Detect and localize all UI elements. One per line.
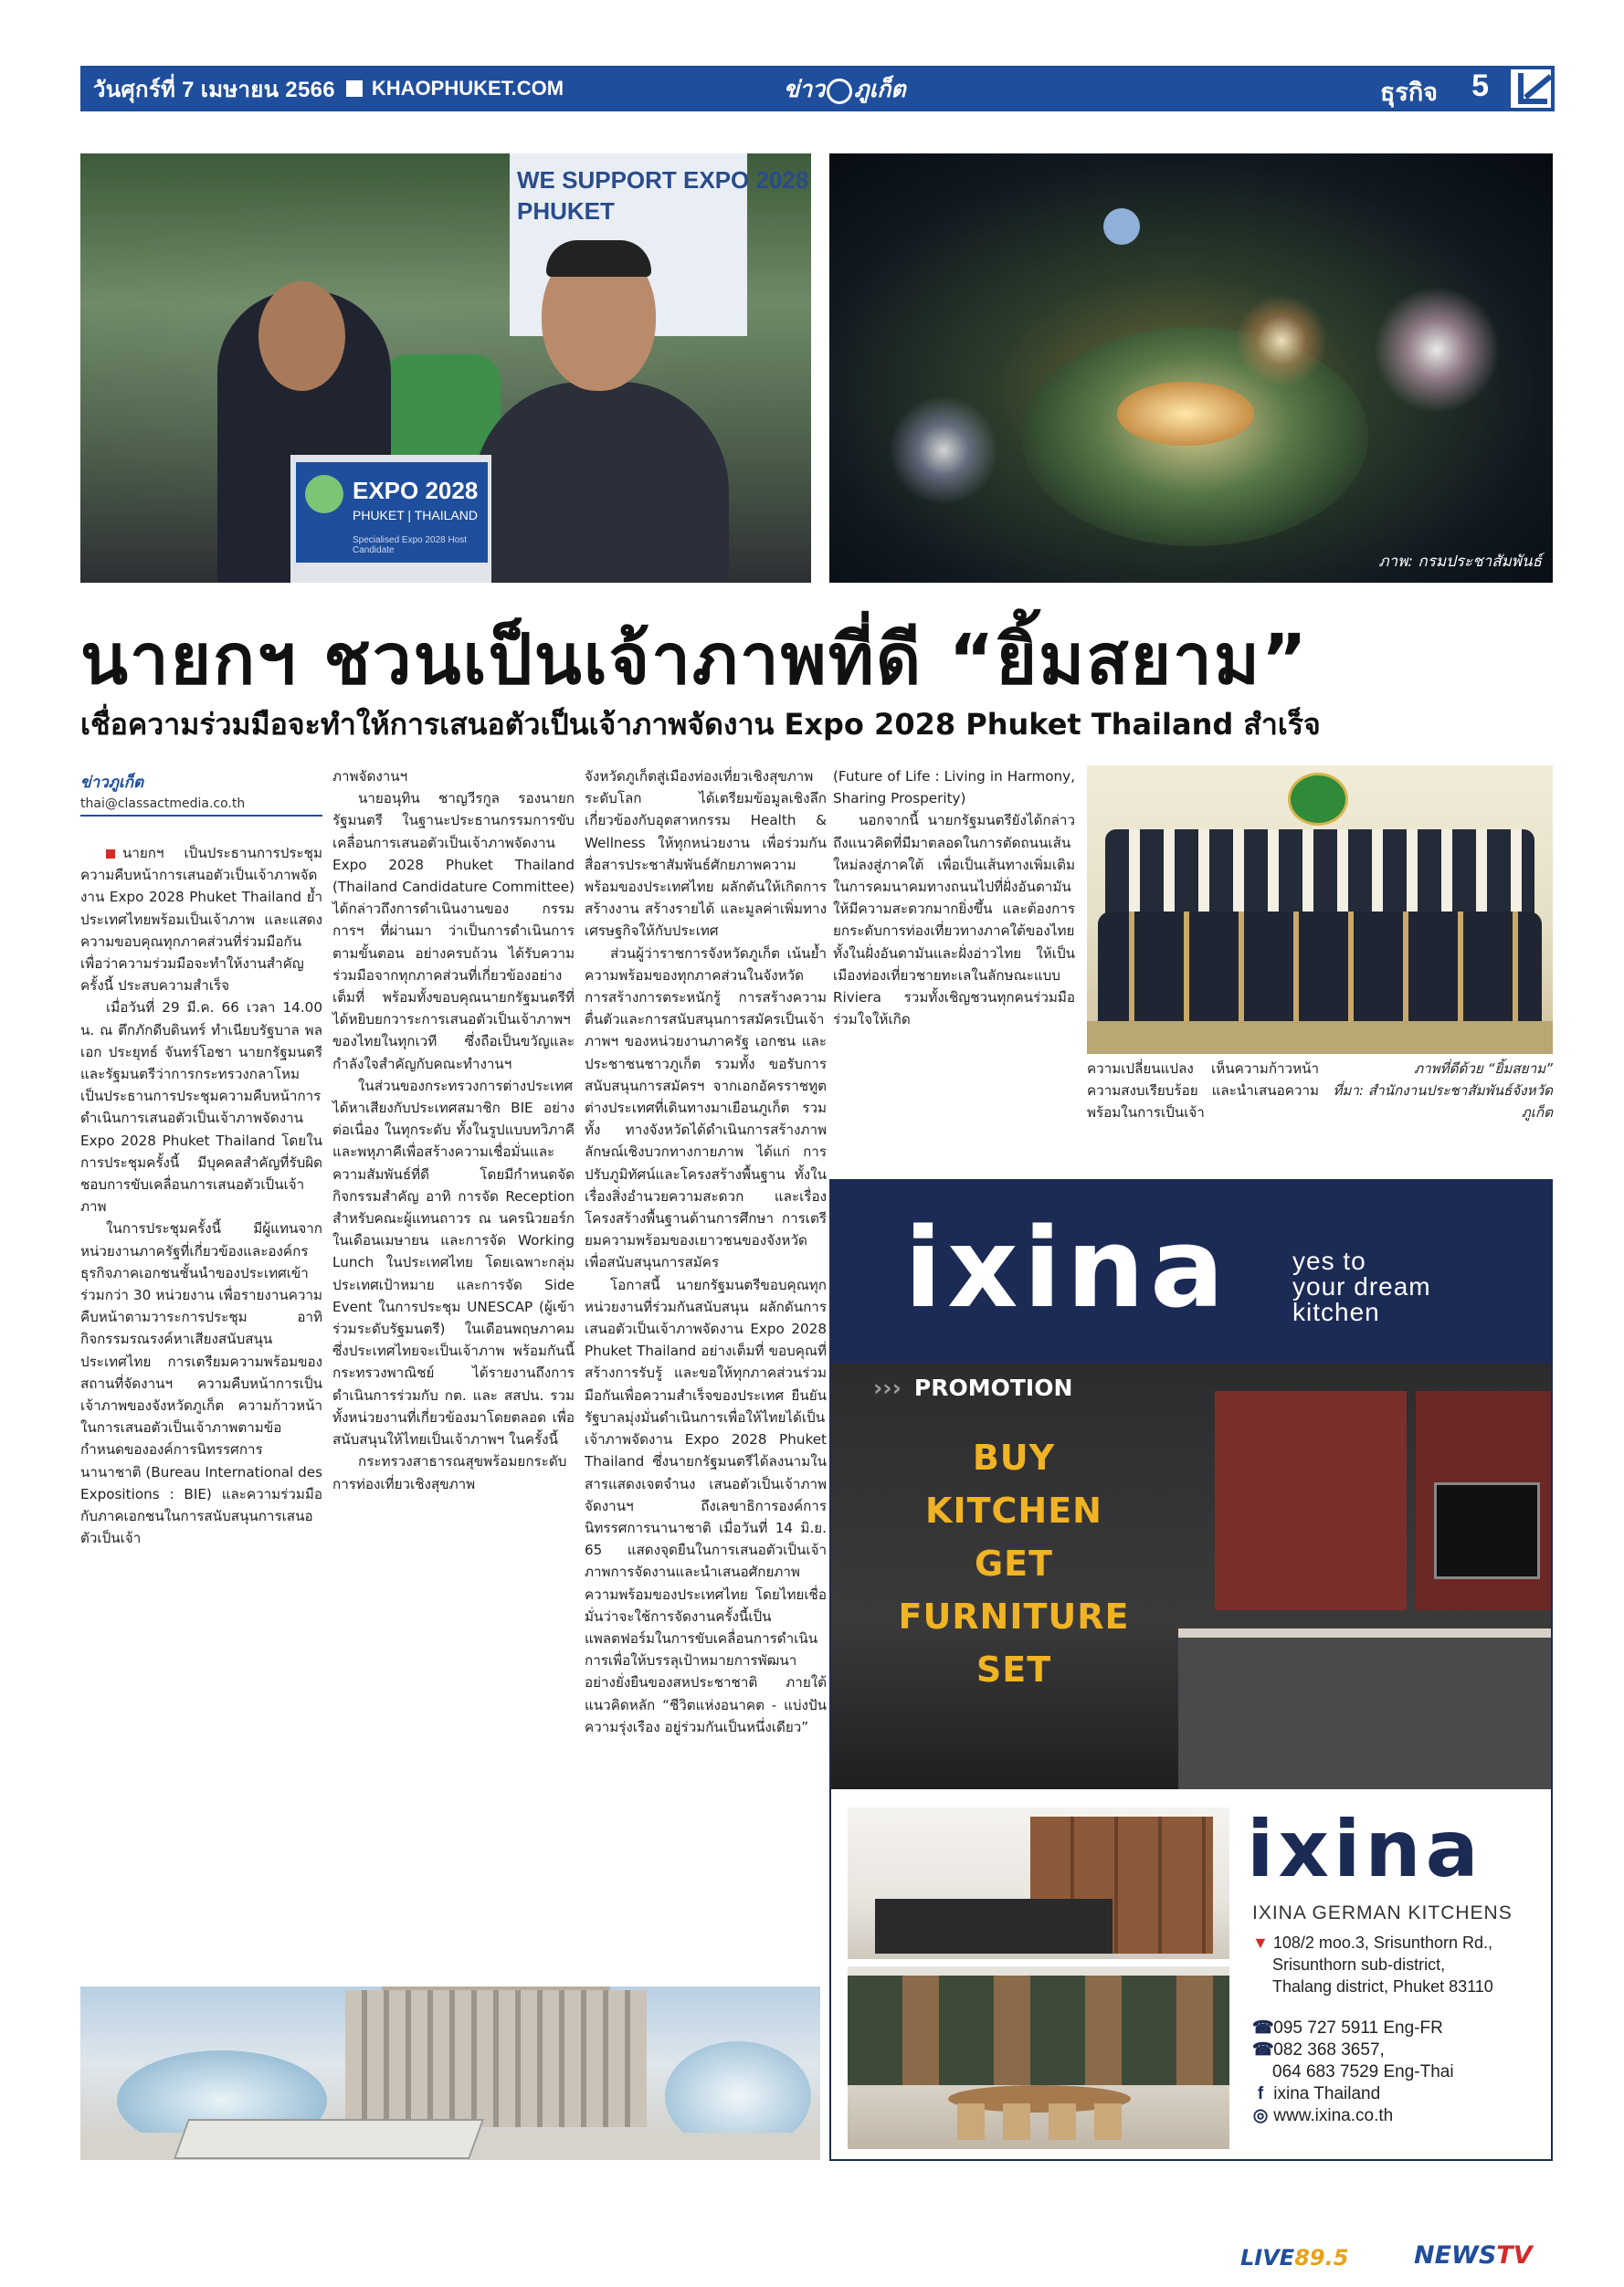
backdrop-banner-text: WE SUPPORT EXPO 2028 PHUKET (517, 166, 809, 225)
photo-expo-rendering (829, 153, 1553, 583)
podium-sign-title: EXPO 2028 (353, 477, 479, 504)
ad-company-name: IXINA GERMAN KITCHENS (1252, 1902, 1513, 1923)
photo-group-meeting (1087, 765, 1553, 1054)
phone-icon: ☎ (1252, 2040, 1274, 2060)
article-column-5 (1087, 1058, 1319, 1124)
ad-promo-label: ››› PROMOTION (873, 1375, 1073, 1401)
expo-flower-icon (305, 475, 343, 513)
article-paragraph: ความเปลี่ยนแปลง เห็นความก้าวหน้า ความสงบเรียบร้อย และนำเสนอความพร้อมในการเป็นเจ้า (1087, 1060, 1319, 1122)
ad-promo-text: BUY KITCHEN GET FURNITURE SET (898, 1438, 1130, 1690)
phone-icon: ☎ (1252, 2018, 1274, 2038)
site-link[interactable]: KHAOPHUKET.COM (371, 77, 564, 100)
photo-credit: ภาพ: กรมประชาสัมพันธ์ (1378, 553, 1542, 571)
article-paragraph: โอกาสนี้ นายกรัฐมนตรีขอบคุณทุกหน่วยงานที่ร่วมกันสนับสนุน ผลักดันการเสนอตัวเป็นเจ้าภาพจัดงาน Expo 2028 Phuket Thailand อย่างเต็มที่ ขอบคุณที่สร้างการรับรู้ และขอให้ทุกภาคส่วนร่วมมือกันเพื่อความสำเร็จของประเทศ ยืนยันรัฐบาลมุ่งมั่นดำเนินการเพื่อให้ไทยได้เป็นเจ้าภาพจัดงาน Expo 2028 Phuket Thailand ซึ่งนายกรัฐมนตรีได้ลงนามในสารแสดงเจตจำนง เสนอตัวเป็นเจ้าภาพจัดงานฯ ถึงเลขาธิการองค์การนิทรรศการนานาชาติ เมื่อวันที่ 14 มิ.ย. 65 แสดงจุดยืนในการเสนอตัวเป็นเจ้าภาพการจัดงานและนำเสนอศักยภาพความพร้อมของประเทศไทย โดยไทยเชื่อมั่นว่าจะใช้การจัดงานครั้งนี้เป็นแพลตฟอร์มในการขับเคลื่อนการดำเนินการเพื่อให้บรรลุเป้าหมายการพัฒนาอย่างยั่งยืนของสหประชาชาติ ภายใต้แนวคิดหลัก “ชีวิตแห่งอนาคต - แบ่งปันความรุ่งเรือง อยู่ร่วมกันเป็นหนึ่งเดียว” (585, 1276, 827, 1735)
article-paragraph: ภาพจัดงานฯ (332, 768, 408, 785)
ad-phone-3[interactable]: 064 683 7529 Eng-Thai (1272, 2062, 1454, 2081)
firework-icon (884, 391, 1003, 510)
ad-tagline: yes to your dream kitchen (1292, 1247, 1431, 1326)
podium-sign-small: Specialised Expo 2028 Host Candidate (353, 535, 468, 555)
live-radio-logo: LIVE89.5 (1240, 2245, 1349, 2271)
article-paragraph: ส่วนผู้ว่าราชการจังหวัดภูเก็ต เน้นย้ำความพร้อมของทุกภาคส่วนในจังหวัด การสร้างการตระหนักรู้ การสร้างความตื่นตัวและการสนับสนุนการสมัครเป็นเจ้าภาพฯ ของหน่วยงานภาครัฐ เอกชน และประชาชนชาวภูเก็ต รวมทั้ง ขอรับการสนับสนุนการสมัครฯ จากเอกอัครราชทูตต่างประเทศที่เดินทางมาเยือนภูเก็ต รวมทั้ง ทางจังหวัดได้ดำเนินการสร้างภาพลักษณ์เชิงบวกทางกายภาพ ได้แก่ การปรับภูมิทัศน์และโครงสร้างพื้นฐาน ทั้งในเรื่องสิ่งอำนวยความสะดวก และเรื่องโครงสร้างพื้นฐานด้านการศึกษา การเตรียมความพร้อมของเยาวชนของจังหวัดเพื่อสนับสนุนการสมัคร (585, 944, 827, 1271)
byline-email[interactable]: thai@classactmedia.co.th (80, 796, 246, 811)
logo-text-right: ภูเก็ต (854, 76, 906, 102)
group-photo-caption (1330, 1058, 1553, 1124)
ixina-advertisement[interactable] (829, 1179, 1553, 2161)
ad-kitchen-photo-2 (848, 1966, 1229, 2149)
ad-website[interactable]: www.ixina.co.th (1273, 2106, 1394, 2125)
news-tv-logo: NEWSTV (1414, 2241, 1533, 2270)
byline-rule (80, 815, 322, 817)
byline-name: ข่าวภูเก็ต (80, 774, 144, 792)
headline: นายกฯ ชวนเป็นเจ้าภาพที่ดี “ยิ้มสยาม” (80, 618, 1309, 700)
article-paragraph: นายอนุทิน ชาญวีรกูล รองนายกรัฐมนตรี ในฐานะประธานกรรมการขับเคลื่อนการเสนอตัวเป็นเจ้าภาพจัดงาน Expo 2028 Phuket Thailand (Thailand Candidature Committee) ได้กล่าวถึงการดำเนินงานของ กรรมการฯ ที่ผ่านมา ว่าเป็นการดำเนินการตามขั้นตอน อย่างครบถ้วน ได้รับความร่วมมือจากทุกภาคส่วนที่เกี่ยวข้องอย่างเต็มที่ พร้อมทั้งขอบคุณนายกรัฐมนตรีที่ได้หยิบยกวาระการเสนอตัวเป็นเจ้าภาพฯ ของไทยในทุกเวที ซึ่งถือเป็นขวัญและกำลังใจสำคัญกับคณะทำงานฯ (332, 790, 575, 1072)
ad-brand-logo: ixina (904, 1206, 1230, 1333)
photo-architectural-model (80, 1987, 820, 2160)
article-paragraph: นอกจากนี้ นายกรัฐมนตรียังได้กล่าวถึงแนวคิดที่มีมาตลอดในการตัดถนนเส้นใหม่ลงสู่ภาคใต้ เพื่อเป็นเส้นทางเพิ่มเติมในการคมนาคมทางถนนไปที่ฝั่งอันดามัน ให้มีความสะดวกมากยิ่งขึ้น และต้องการยกระดับการท่องเที่ยวทางภาคใต้ของไทยทั้งในฝั่งอันดามันและฝั่งอ่าวไทย ให้เป็นเมืองท่องเที่ยวชายทะเลในลักษณะแบบ Riviera รวมทั้งเชิญชวนทุกคนร่วมมือร่วมใจให้เกิด (833, 812, 1075, 1028)
article-paragraph: นายกฯ เป็นประธานการประชุมความคืบหน้าการเสนอตัวเป็นเจ้าภาพจัดงาน Expo 2028 Phuket Thailand ย้ำประเทศไทยพร้อมเป็นเจ้าภาพ และแสดงความขอบคุณทุกภาคส่วนที่ร่วมมือกันเพื่อว่าความร่วมมือจะทำให้งานสำคัญครั้งนี้ ประสบความสำเร็จ (80, 845, 322, 995)
firework-icon (1368, 281, 1505, 418)
article-column-4 (833, 765, 1075, 1030)
chevrons-icon: ››› (873, 1375, 902, 1401)
article-column-1 (80, 842, 322, 1550)
article-paragraph: จังหวัดภูเก็ตสู่เมืองท่องเที่ยวเชิงสุขภาพระดับโลก ได้เตรียมข้อมูลเชิงลึกเกี่ยวข้องกับอุตสาหกรรม Health & Wellness ให้ทุกหน่วยงาน เพื่อร่วมกันสื่อสารประชาสัมพันธ์ศักยภาพความพร้อมของประเทศไทย ผลักดันให้เกิดการสร้างงาน สร้างรายได้ และมูลค่าเพิ่มทางเศรษฐกิจให้กับประเทศ (585, 768, 827, 940)
corner-arrow-icon (1507, 66, 1555, 111)
oven-icon (1434, 1482, 1540, 1579)
ad-facebook[interactable]: ixina Thailand (1273, 2084, 1381, 2103)
ad-header (831, 1181, 1551, 1364)
podium-sign-subtitle: PHUKET | THAILAND (353, 508, 478, 522)
article-paragraph: เมื่อวันที่ 29 มี.ค. 66 เวลา 14.00 น. ณ ตึกภักดีบดินทร์ ทำเนียบรัฐบาล พลเอก ประยุทธ์ จันทร์โอชา นายกรัฐมนตรีและรัฐมนตรีว่าการกระทรวงกลาโหม เป็นประธานการประชุมความคืบหน้าการดำเนินการเสนอตัวเป็นเจ้าภาพจัดงาน Expo 2028 Phuket Thailand โดยในการประชุมครั้งนี้ มีบุคคลสำคัญที่รับผิดชอบการขับเคลื่อนการเสนอตัวเป็นเจ้าภาพ (80, 999, 322, 1216)
government-emblem-icon (1288, 773, 1348, 826)
ad-phone-1[interactable]: 095 727 5911 Eng-FR (1273, 2018, 1443, 2038)
article-closing-line: ภาพที่ดีด้วย “ยิ้มสยาม” (1414, 1060, 1553, 1077)
facebook-icon: f (1257, 2084, 1264, 2103)
article-column-3 (585, 765, 827, 1738)
logo-ring-icon (827, 79, 852, 104)
newspaper-logo (784, 71, 906, 108)
article-column-2 (332, 765, 575, 1495)
article-paragraph: กระทรวงสาธารณสุขพร้อมยกระดับการท่องเที่ยวเชิงสุขภาพ (332, 1453, 567, 1492)
firework-icon (1231, 290, 1332, 391)
ad-address: ▼ 108/2 moo.3, Srisunthorn Rd., Srisunthorn sub-district, Thalang district, Phuket 83110 (1252, 1934, 1493, 1996)
square-icon (346, 80, 363, 97)
page-number: 5 (1471, 69, 1489, 103)
bullet-icon (106, 849, 115, 859)
subheadline: เชื่อความร่วมมือจะทำให้การเสนอตัวเป็นเจ้าภาพจัดงาน Expo 2028 Phuket Thailand สำเร็จ (80, 707, 1321, 742)
ad-promo-image (831, 1364, 1551, 1789)
section-name: ธุรกิจ (1379, 79, 1438, 107)
logo-text-left: ข่าว (784, 76, 826, 102)
ad-phone-2[interactable]: 082 368 3657, (1273, 2040, 1385, 2060)
article-paragraph: (Future of Life : Living in Harmony, Sharing Prosperity) (833, 768, 1075, 807)
globe-icon: ◎ (1252, 2106, 1269, 2125)
article-paragraph: ในการประชุมครั้งนี้ มีผู้แทนจากหน่วยงานภาครัฐที่เกี่ยวข้องและองค์กรธุรกิจภาคเอกชนชั้นนำของประเทศเข้าร่วมกว่า 30 หน่วยงาน เพื่อรายงานความคืบหน้าตามวาระการประชุม อาทิ กิจกรรมรณรงค์หาเสียงสนับสนุนประเทศไทย การเตรียมความพร้อมของสถานที่จัดงานฯ ความคืบหน้าการเป็นเจ้าภาพของจังหวัดภูเก็ต ความก้าวหน้าในการเสนอตัวเป็นเจ้าภาพตามข้อกำหนดขององค์การนิทรรศการนานาชาติ (Bureau International des Expositions : BIE) และความร่วมมือกับภาคเอกชนในการสนับสนุนการเสนอตัวเป็นเจ้า (80, 1220, 322, 1547)
photo-prime-minister-speech (80, 153, 811, 583)
byline (80, 770, 322, 817)
ad-contacts (1252, 2018, 1454, 2127)
ad-brand-logo-secondary: ixina (1247, 1804, 1483, 1895)
issue-date: วันศุกร์ที่ 7 เมษายน 2566 (93, 77, 335, 102)
photo-source: ที่มา: สำนักงานประชาสัมพันธ์จังหวัดภูเก็ต (1333, 1082, 1553, 1122)
article-paragraph: ในส่วนของกระทรวงการต่างประเทศได้หาเสียงกับประเทศสมาชิก BIE อย่างต่อเนื่อง ในทุกระดับ ทั้งในรูปแบบทวิภาคีและพหุภาคีเพื่อสร้างความเชื่อมั่นและความสัมพันธ์ที่ดี โดยมีกำหนดจัดกิจกรรมสำคัญ อาทิ การจัด Reception สำหรับคณะผู้แทนถาวร ณ นครนิวยอร์กในเดือนเมษายน และการจัด Working Lunch ในประเทศไทย โดยเฉพาะกลุ่มประเทศเป้าหมาย และการจัด Side Event ในการประชุม UNESCAP (ผู้เข้าร่วมระดับรัฐมนตรี) ในเดือนพฤษภาคม ซึ่งประเทศไทยจะเป็นเจ้าภาพ พร้อมกันนี้กระทรวงพาณิชย์ ได้รายงานถึงการดำเนินการร่วมกับ กต. และ สสปน. รวมทั้งหน่วยงานที่เกี่ยวข้องมาโดยตลอด เพื่อสนับสนุนให้ไทยเป็นเจ้าภาพฯ ในครั้งนี้ (332, 1077, 575, 1449)
location-pin-icon: ▼ (1252, 1934, 1269, 1952)
podium-sign (296, 462, 488, 563)
model-building (345, 1990, 647, 2127)
model-site (174, 2119, 484, 2159)
ad-kitchen-photo-1 (848, 1807, 1229, 1959)
page-header-bar (80, 66, 1553, 111)
